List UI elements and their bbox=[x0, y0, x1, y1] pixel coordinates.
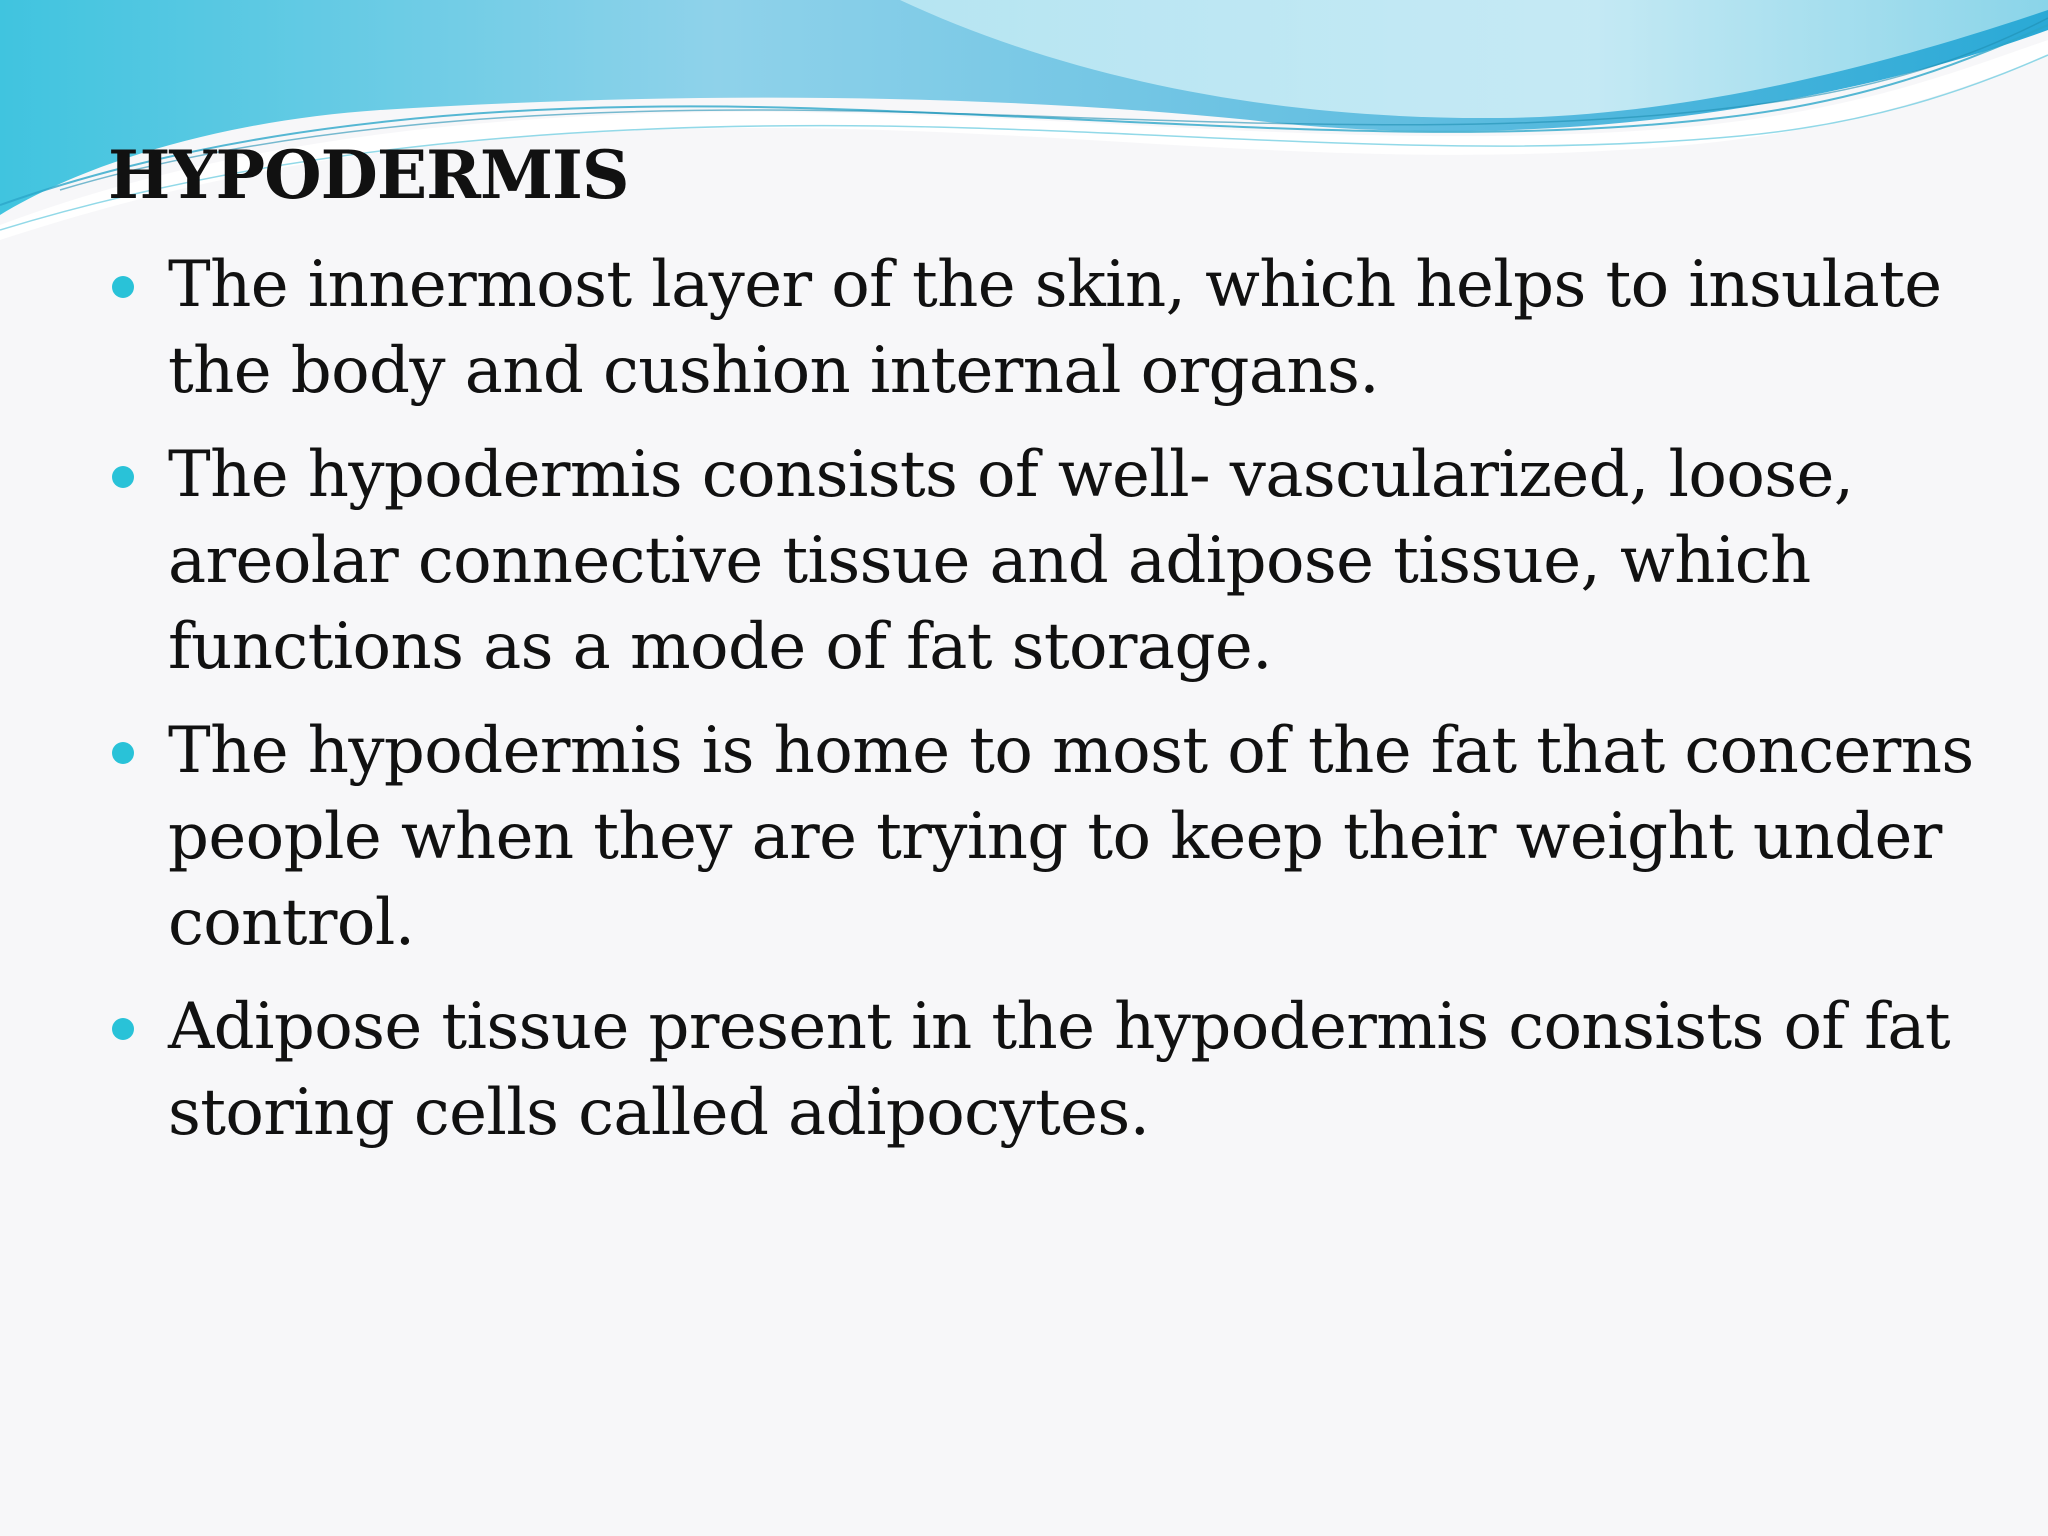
slide-title: HYPODERMIS bbox=[108, 136, 629, 214]
round-bullet-icon bbox=[112, 742, 134, 764]
bullet-item bbox=[108, 708, 1988, 966]
round-bullet-icon bbox=[112, 466, 134, 488]
bullet-item bbox=[108, 984, 1988, 1156]
round-bullet-icon bbox=[112, 1018, 134, 1040]
bullet-item bbox=[108, 242, 1988, 414]
round-bullet-icon bbox=[112, 276, 134, 298]
bullet-text: The innermost layer of the skin, which helps to insulate the body and cushion internal organs. bbox=[168, 248, 1942, 408]
bullet-list bbox=[108, 242, 1988, 1174]
bullet-item bbox=[108, 432, 1988, 690]
bullet-text: Adipose tissue present in the hypodermis consists of fat storing cells called adipocytes. bbox=[168, 990, 1950, 1150]
bullet-text: The hypodermis is home to most of the fat that concerns people when they are trying to keep their weight under control. bbox=[168, 714, 1974, 960]
bullet-text: The hypodermis consists of well- vascularized, loose, areolar connective tissue and adipose tissue, which functions as a mode of fat storage. bbox=[168, 438, 1854, 684]
